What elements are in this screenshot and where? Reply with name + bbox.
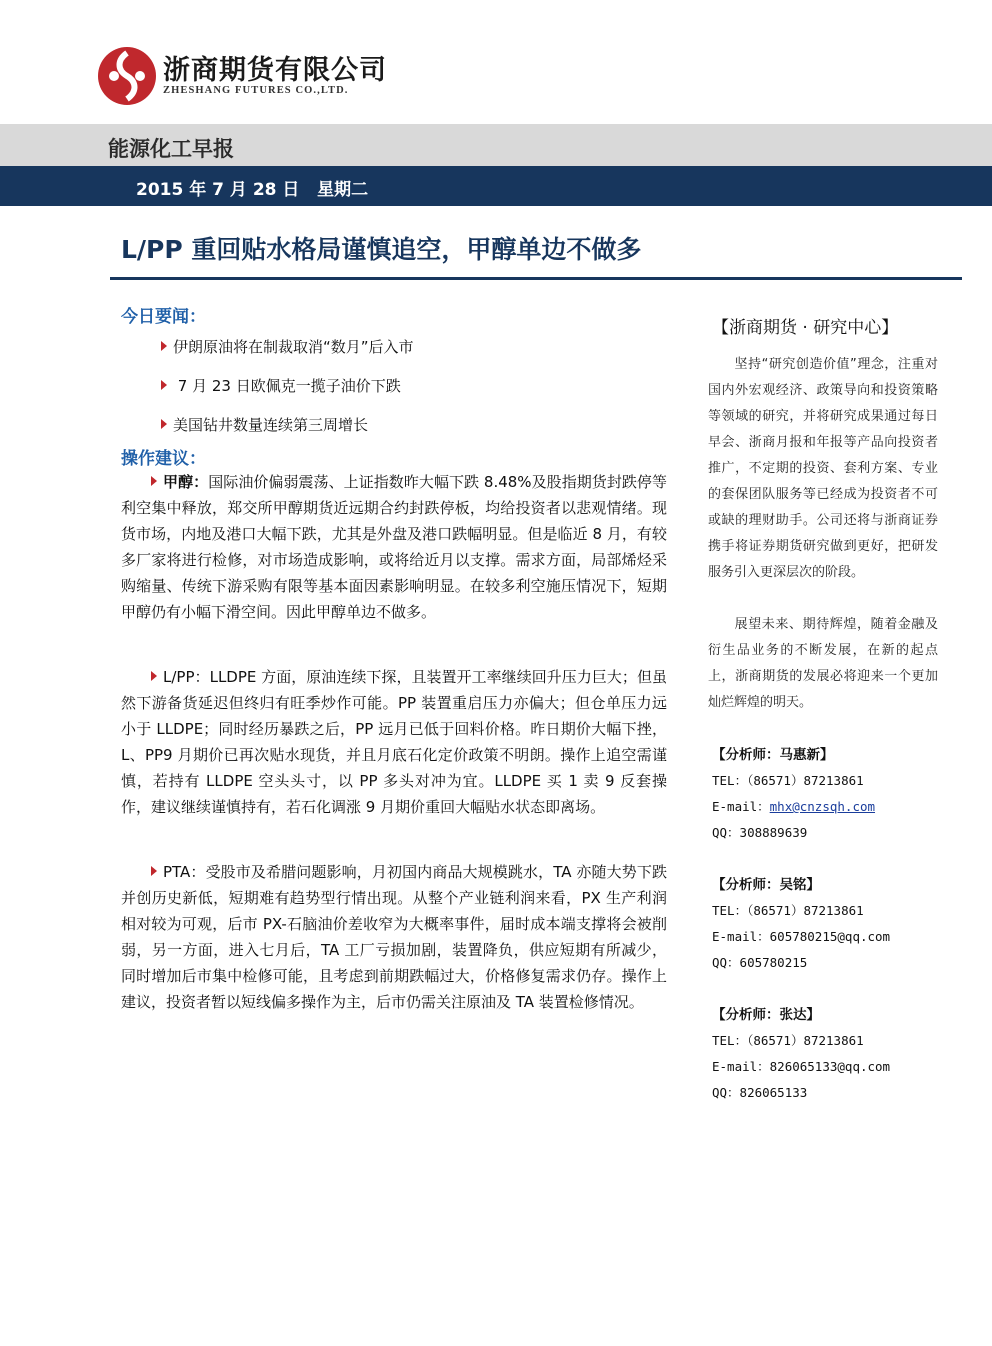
report-type-band bbox=[0, 124, 992, 166]
research-outlook: 展望未来、期待辉煌，随着金融及衍生品业务的不断发展，在新的起点上，浙商期货的发展必将迎来一个更加灿烂辉煌的明天。 bbox=[708, 617, 938, 710]
analyst-name: 【分析师：马惠新】 bbox=[712, 747, 834, 763]
report-headline: L/PP 重回贴水格局谨慎追空，甲醇单边不做多 bbox=[121, 235, 642, 264]
news-item: 美国钻井数量连续第三周增长 bbox=[161, 414, 368, 435]
date-band bbox=[0, 166, 992, 206]
arrow-bullet-icon bbox=[161, 380, 167, 390]
research-center-title: 【浙商期货 · 研究中心】 bbox=[712, 318, 899, 338]
analyst-card bbox=[712, 872, 952, 976]
advice-methanol: 甲醇：国际油价偏弱震荡、上证指数昨大幅下跌 8.48%及股指期货封跌停等利空集中释放，郑交所甲醇期货近远期合约封跌停板，均给投资者以悲观情绪。现货市场，内地及港口大幅下跌，尤其是外盘及港口跌幅明显。但是临近 8 月，有较多厂家将进行检修，对市场造成影响，或将给近月以支撑。需求方面，局部烯烃采购缩量、传统下游采购有限等基本面因素影响明显。在较多利空施压情况下，短期甲醇仍有小幅下滑空间。因此甲醇单边不做多。 bbox=[121, 473, 667, 621]
report-type: 能源化工早报 bbox=[108, 137, 234, 161]
advice-lpp: L/PP：LLDPE 方面，原油连续下探，且装置开工率继续回升压力巨大；但虽然下游备货延迟但终归有旺季炒作可能。PP 装置重启压力亦偏大；但仓单压力远小于 LLDPE；同时经历暴跌之后，PP 远月已低于回料价格。昨日期价大幅下挫，L、PP9 月期价已再次贴水现货，并且月底石化定价政策不明朗。操作上追空需谨慎，若持有 LLDPE 空头头寸，以 PP 多头对冲为宜。LLDPE 买 1 卖 9 反套操作，建议继续谨慎持有，若石化调涨 9 月期价重回大幅贴水状态即离场。 bbox=[121, 668, 667, 816]
advice-pta: PTA：受股市及希腊问题影响，月初国内商品大规模跳水，TA 亦随大势下跌并创历史新低，短期难有趋势型行情出现。从整个产业链利润来看，PX 生产利润相对较为可观，后市 PX-石脑油价差收窄为大概率事件，届时成本端支撑将会被削弱，另一方面，进入七月后，TA 工厂亏损加剧，装置降负，供应短期有所减少，同时增加后市集中检修可能，且考虑到前期跌幅过大，价格修复需求仍存。操作上建议，投资者暂以短线偏多操作为主，后市仍需关注原油及 TA 装置检修情况。 bbox=[121, 863, 667, 1011]
company-name-en: ZHESHANG FUTURES CO.,LTD. bbox=[163, 85, 349, 96]
analyst-tel: TEL：（86571）87213861 bbox=[712, 903, 864, 918]
research-intro: 坚持“研究创造价值”理念，注重对国内外宏观经济、政策导向和投资策略等领域的研究，并将研究成果通过每日早会、浙商月报和年报等产品向投资者推广，不定期的投资、套利方案、专业的套保团队服务等已经成为投资者不可或缺的理财助手。公司还将与浙商证券携手将证券期货研究做到更好，把研发服务引入更深层次的阶段。 bbox=[708, 357, 938, 580]
analyst-qq: QQ：605780215 bbox=[712, 955, 808, 970]
arrow-bullet-icon bbox=[151, 866, 157, 876]
analyst-name: 【分析师：张达】 bbox=[712, 1007, 820, 1023]
analyst-email: 826065133@qq.com bbox=[769, 1059, 891, 1074]
news-item: 伊朗原油将在制裁取消“数月”后入市 bbox=[161, 336, 414, 357]
advice-heading: 操作建议： bbox=[121, 449, 206, 469]
analyst-qq: QQ：308889639 bbox=[712, 825, 808, 840]
analyst-email-row: E-mail：826065133@qq.com bbox=[712, 1059, 891, 1074]
analyst-email-row: E-mail：mhx@cnzsqh.com bbox=[712, 799, 876, 814]
analyst-card bbox=[712, 742, 952, 846]
arrow-bullet-icon bbox=[151, 476, 157, 486]
analyst-email: 605780215@qq.com bbox=[769, 929, 891, 944]
analyst-email-row: E-mail：605780215@qq.com bbox=[712, 929, 891, 944]
zheshang-logo-icon bbox=[97, 46, 157, 106]
today-news-heading: 今日要闻： bbox=[121, 307, 206, 327]
arrow-bullet-icon bbox=[161, 341, 167, 351]
news-item: 7 月 23 日欧佩克一揽子油价下跌 bbox=[161, 375, 401, 396]
arrow-bullet-icon bbox=[161, 419, 167, 429]
analyst-qq: QQ：826065133 bbox=[712, 1085, 808, 1100]
analyst-email-link[interactable]: mhx@cnzsqh.com bbox=[769, 799, 876, 814]
company-name-cn: 浙商期货有限公司 bbox=[163, 55, 387, 86]
arrow-bullet-icon bbox=[151, 671, 157, 681]
analyst-tel: TEL：（86571）87213861 bbox=[712, 1033, 864, 1048]
analyst-card bbox=[712, 1002, 952, 1106]
analyst-name: 【分析师：吴铭】 bbox=[712, 877, 820, 893]
report-date: 2015 年 7 月 28 日 星期二 bbox=[136, 180, 369, 200]
headline-divider bbox=[110, 277, 962, 280]
analyst-tel: TEL：（86571）87213861 bbox=[712, 773, 864, 788]
